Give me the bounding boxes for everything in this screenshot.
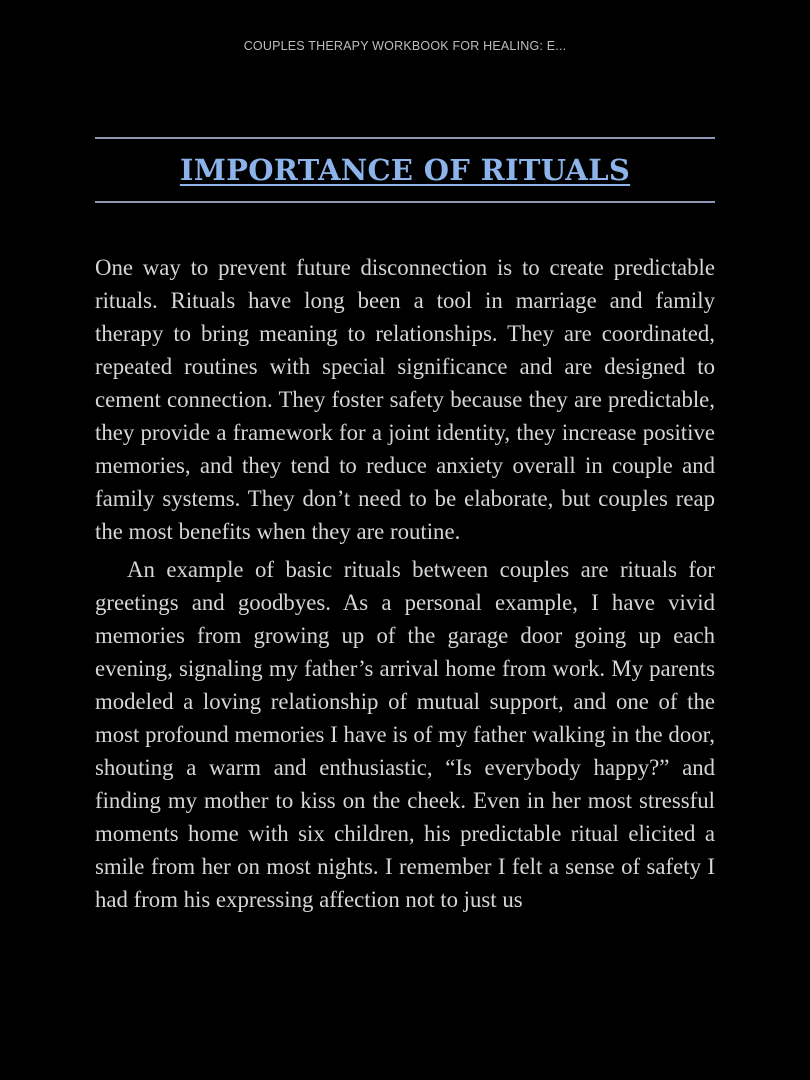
paragraph-2: An example of basic rituals between couples are rituals for greetings and goodbyes. As a personal example, I have vivid memories from growing up of the garage door going up each evening, signaling my father’s arrival home from work. My parents modeled a loving relationship of mutual support, and one of the most profound memories I have is of my father walking in the door, shouting a warm and enthusiastic, “Is everybody happy?” and finding my mother to kiss on the cheek. Even in her most stressful moments home with six children, his predictable ritual elicited a smile from her on most nights. I remember I felt a sense of safety I had from his expressing affection not to just us [95,557,715,912]
running-header-book-title: COUPLES THERAPY WORKBOOK FOR HEALING: E... [243,39,567,53]
body-text [95,251,715,916]
paragraph-1: One way to prevent future disconnection is to create predictable rituals. Rituals have long been a tool in marriage and family therapy to bring meaning to relationships. They are coordinated, repeated routines with special significance and are designed to cement connection. They foster safety because they are predictable, they provide a framework for a joint identity, they increase positive memories, and they tend to reduce anxiety overall in couple and family systems. They don’t need to be elaborate, but couples reap the most benefits when they are routine. [95,255,715,544]
chapter-title-link[interactable]: IMPORTANCE OF RITUALS [179,153,631,187]
chapter-title-block [95,137,715,203]
page-content [95,137,715,916]
